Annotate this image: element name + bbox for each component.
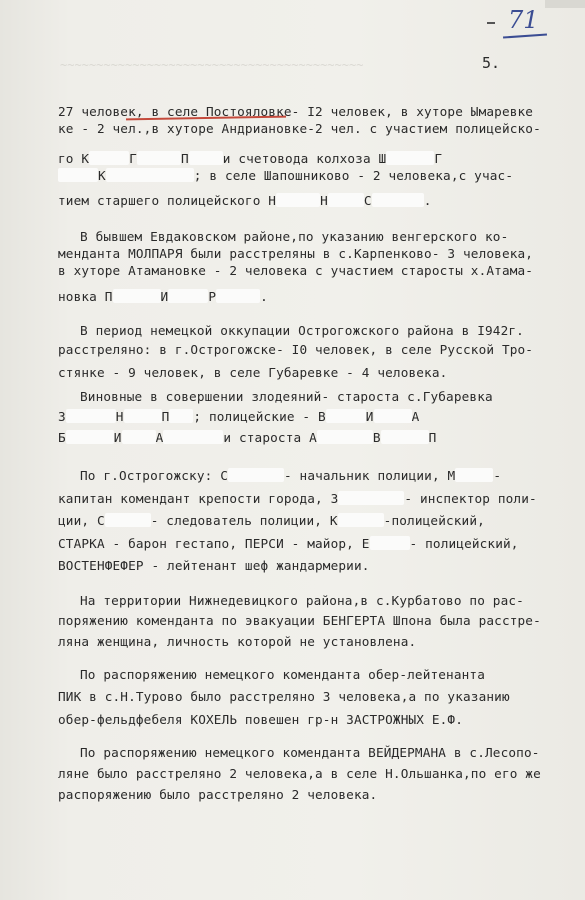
- text-line: В бывшем Евдаковском районе,по указанию венгерского ко-: [80, 229, 509, 244]
- redaction: [228, 468, 284, 482]
- text-line: в хуторе Атамановке - 2 человека с участием старосты х.Атама-: [58, 263, 534, 278]
- text-line: На территории Нижнедевицкого района,в с.Курбатово по рас-: [80, 593, 524, 608]
- text-line: В период немецкой оккупации Острогожского района в I942г.: [80, 323, 524, 338]
- redaction: [163, 430, 223, 444]
- text-line: ВОСТЕНФЕФЕР - лейтенант шеф жандармерии.: [58, 558, 370, 573]
- text-line: По распоряжению немецкого коменданта ВЕЙДЕРМАНА в с.Лесопо-: [80, 745, 540, 760]
- redaction: [113, 289, 161, 303]
- text-line: СТАРКА - барон гестапо, ПЕРСИ - майор, Е - полицейский,: [58, 536, 519, 551]
- redaction: [276, 193, 320, 207]
- bleed-through-text: ~~~~~~~~~~~~~~~~~~~~~~~~~~~~~~~~~~~~~~~~~~: [60, 58, 364, 72]
- text-line: ции, С - следователь полиции, К -полицейский,: [58, 513, 485, 528]
- text-line: ке - 2 чел.,в хуторе Андриановке-2 чел. с участием полицейско-: [58, 121, 541, 136]
- text-line: го К Г П и счетовода колхоза Ш Г: [58, 151, 443, 166]
- text-line: З Н П ; полицейские - В И А: [58, 409, 420, 424]
- redaction: [105, 513, 151, 527]
- text-line: По г.Острогожску: С - начальник полиции, М -: [80, 468, 502, 483]
- text-line: менданта МОЛПАРЯ были расстреляны в с.Карпенково- 3 человека,: [58, 246, 534, 261]
- text-line: ляна женщина, личность которой не установлена.: [58, 634, 417, 649]
- redaction: [338, 513, 384, 527]
- text-line: Б И А и староста А В П: [58, 430, 437, 445]
- redaction: [370, 536, 410, 550]
- redaction: [317, 430, 373, 444]
- redaction: [328, 193, 364, 207]
- text-line: тием старшего полицейского Н Н С .: [58, 193, 432, 208]
- redaction: [189, 151, 223, 165]
- text-line: Виновные в совершении злодеяний- староста с.Губаревка: [80, 389, 493, 404]
- redaction: [137, 151, 181, 165]
- redaction: [124, 409, 162, 423]
- redaction: [122, 430, 156, 444]
- redaction: [455, 468, 493, 482]
- text-line: капитан комендант крепости города, З - инспектор поли-: [58, 491, 537, 506]
- redaction: [386, 151, 434, 165]
- text-line: ляне было расстреляно 2 человека,а в селе Н.Ольшанка,по его же: [58, 766, 541, 781]
- sheet-number-stamp: 71: [508, 6, 539, 34]
- text-line: ПИК в с.Н.Турово было расстреляно 3 человека,а по указанию: [58, 689, 510, 704]
- text-line: К ; в селе Шапошниково - 2 человека,с учас-: [58, 167, 513, 184]
- redaction: [216, 289, 260, 303]
- text-line: новка П И Р .: [58, 289, 268, 304]
- redaction: [338, 491, 404, 505]
- text-line: поряжению коменданта по эвакуации БЕНГЕРТА Шпона была расстре-: [58, 613, 541, 628]
- redaction: [168, 289, 208, 303]
- text-line: стянке - 9 человек, в селе Губаревке - 4 человека.: [58, 365, 448, 380]
- redaction: [89, 151, 129, 165]
- redaction: [381, 430, 429, 444]
- redaction: [106, 168, 194, 182]
- redaction: [326, 409, 366, 423]
- text-line: обер-фельдфебеля КОХЕЛЬ повешен гр-н ЗАСТРОЖНЫХ Е.Ф.: [58, 712, 464, 727]
- redaction: [372, 193, 424, 207]
- redaction: [374, 409, 412, 423]
- text-line: расстреляно: в г.Острогожске- I0 человек, в селе Русской Тро-: [58, 342, 534, 357]
- text-line: 27 человек, в селе Постояловке- I2 человек, в хуторе Ымаревке: [58, 104, 534, 119]
- redaction: [66, 409, 116, 423]
- redaction: [169, 409, 193, 423]
- text-line: распоряжению было расстреляно 2 человека.: [58, 787, 378, 802]
- redaction: [58, 168, 98, 182]
- redaction: [66, 430, 114, 444]
- text-line: По распоряжению немецкого коменданта обер-лейтенанта: [80, 667, 486, 682]
- page-number: 5.: [482, 54, 501, 72]
